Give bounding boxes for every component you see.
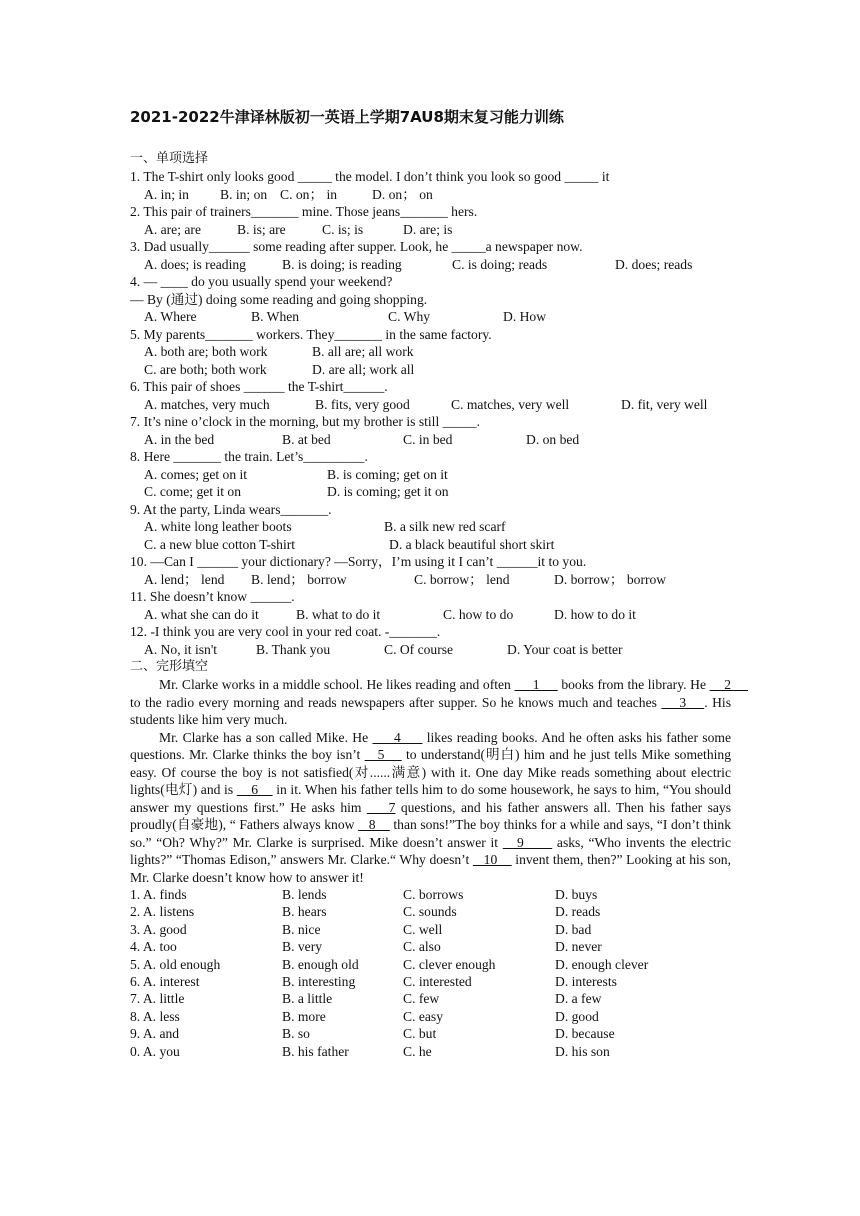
question-stem: 11. She doesn’t know ______. <box>130 589 295 604</box>
cloze-choice-option: B. his father <box>282 1043 349 1059</box>
answer-options-row <box>130 571 731 589</box>
answer-options-row <box>130 221 731 239</box>
passage-text: asks, “Who invents the electric lights?” “Thomas Edison,” answers Mr. Clarke.“ Why doesn’t <box>130 834 735 867</box>
answer-option: A. what she can do it <box>144 606 259 622</box>
answer-options-row <box>130 606 731 624</box>
answer-option: A. comes; get on it <box>144 466 248 482</box>
answer-option: D. does; reads <box>615 256 693 272</box>
answer-option: C. in bed <box>403 431 453 447</box>
answer-options-row <box>130 361 731 379</box>
answer-options-row <box>130 518 731 536</box>
passage-text: invent them, then?” Looking at his son, Mr. Clarke doesn’t know how to answer it! <box>130 852 735 885</box>
answer-option: D. borrow； borrow <box>554 571 667 587</box>
answer-options-row <box>130 256 731 274</box>
answer-option: C. on； in <box>280 186 338 202</box>
cloze-choice-row <box>130 903 731 920</box>
answer-option: C. matches, very well <box>451 396 570 412</box>
answer-options-row <box>130 641 731 659</box>
cloze-choice-option: C. sounds <box>403 904 457 920</box>
cloze-blank: 2 <box>709 677 749 692</box>
answer-option: A. in the bed <box>144 431 215 447</box>
passage-text: Mr. Clarke works in a middle school. He likes reading and often <box>159 677 515 692</box>
cloze-choice-row <box>130 956 731 973</box>
cloze-choice-option: B. more <box>282 1008 326 1024</box>
cloze-choice-option: C. few <box>403 991 440 1007</box>
cloze-blank: 6 <box>236 782 273 797</box>
question-stem: 6. This pair of shoes ______ the T-shirt______. <box>130 379 388 394</box>
section-heading-cloze: 二、完形填空 <box>130 659 209 674</box>
cloze-choice-option: B. enough old <box>282 956 359 972</box>
cloze-choice-option: C. but <box>403 1026 437 1042</box>
answer-options-row <box>130 536 731 554</box>
cloze-choice-option: 4. A. too <box>130 939 177 955</box>
multiple-choice-list <box>130 168 731 658</box>
answer-options-row <box>130 431 731 449</box>
cloze-choice-option: B. very <box>282 939 323 955</box>
answer-option: A. No, it isn't <box>144 641 218 657</box>
answer-option: C. Why <box>388 309 431 324</box>
answer-option: D. how to do it <box>554 606 636 622</box>
cloze-choice-row <box>130 886 731 903</box>
passage-text: likes reading books. And he often asks his father some questions. Mr. Clarke thinks the boy isn’t <box>130 729 735 762</box>
answer-option: A. in; in <box>144 186 189 202</box>
cloze-choice-option: D. interests <box>555 973 617 989</box>
answer-option: C. borrow； lend <box>414 571 510 587</box>
answer-option: A. does; is reading <box>144 256 246 272</box>
answer-option: D. on bed <box>526 431 580 447</box>
answer-option: C. come; get it on <box>144 484 242 499</box>
passage-text: than sons!”The boy thinks for a while and says, “I don’t think so.” “Oh? Why?” Mr. Clarke is surprised. Mike doesn’t answer it <box>130 817 735 850</box>
answer-options-row <box>130 308 731 326</box>
answer-option: B. is doing; is reading <box>282 256 402 272</box>
cloze-choice-option: B. nice <box>282 921 321 937</box>
cloze-blank: 4 <box>372 729 423 745</box>
cloze-choice-option: B. lends <box>282 887 327 902</box>
cloze-choice-option: C. borrows <box>403 887 464 902</box>
cloze-choice-row <box>130 973 731 990</box>
cloze-choice-option: 1. A. finds <box>130 887 187 902</box>
cloze-blank: 10 <box>472 852 512 867</box>
passage-text: books from the library. He <box>557 677 710 692</box>
cloze-choice-option: C. he <box>403 1043 432 1059</box>
cloze-choice-option: 9. A. and <box>130 1026 180 1042</box>
cloze-blank: 5 <box>364 747 402 762</box>
cloze-choice-row <box>130 1025 731 1042</box>
answer-option: C. are both; both work <box>144 361 267 377</box>
cloze-choice-option: 3. A. good <box>130 921 187 937</box>
cloze-choice-option: D. a few <box>555 991 602 1007</box>
cloze-blank: 8 <box>358 817 390 832</box>
question-stem-line: — By (通过) doing some reading and going shopping. <box>130 291 428 307</box>
answer-option: D. on； on <box>372 186 433 202</box>
answer-option: D. fit, very well <box>621 396 708 412</box>
answer-option: C. how to do <box>443 606 514 622</box>
passage-text: to understand(明白) him and he just tells Mike something easy. Of course the boy is not satisfied(对......满意) with it. One day Mike reads something about electric lights(电灯) and is <box>130 747 735 797</box>
cloze-choice-row <box>130 990 731 1007</box>
answer-option: B. all are; all work <box>312 344 414 359</box>
cloze-choice-option: D. bad <box>555 921 592 937</box>
cloze-passage <box>130 676 752 886</box>
answer-option: A. lend； lend <box>144 571 225 587</box>
answer-option: B. what to do it <box>296 606 381 622</box>
answer-option: C. Of course <box>384 641 454 657</box>
cloze-choice-row <box>130 1008 731 1025</box>
question-stem: 7. It’s nine o’clock in the morning, but my brother is still _____. <box>130 414 480 429</box>
answer-option: B. fits, very good <box>315 396 410 412</box>
cloze-choice-option: B. so <box>282 1026 310 1042</box>
answer-option: B. in; on <box>220 186 268 202</box>
cloze-choice-option: B. a little <box>282 991 333 1007</box>
cloze-choice-row <box>130 1043 731 1060</box>
answer-options-row <box>130 186 731 204</box>
question-stem: 1. The T-shirt only looks good _____ the model. I don’t think you look so good _____ it <box>130 169 610 184</box>
cloze-choice-option: 8. A. less <box>130 1008 180 1024</box>
cloze-blank: 1 <box>514 677 558 692</box>
answer-option: D. are; is <box>403 221 453 237</box>
cloze-choice-option: B. interesting <box>282 973 356 989</box>
answer-option: B. When <box>251 309 300 324</box>
answer-option: B. is coming; get on it <box>327 466 448 482</box>
answer-option: C. a new blue cotton T-shirt <box>144 536 296 552</box>
document-title: 2021-2022牛津译林版初一英语上学期7AU8期末复习能力训练 <box>130 108 564 126</box>
cloze-choice-option: C. interested <box>403 973 472 989</box>
question-stem: 3. Dad usually______ some reading after supper. Look, he _____a newspaper now. <box>130 239 583 254</box>
answer-option: D. Your coat is better <box>507 641 623 657</box>
cloze-choice-option: D. never <box>555 939 602 955</box>
answer-option: A. both are; both work <box>144 344 268 359</box>
answer-option: C. is doing; reads <box>452 256 548 272</box>
cloze-choice-option: C. well <box>403 921 443 937</box>
cloze-choice-option: 5. A. old enough <box>130 956 221 972</box>
answer-option: C. is; is <box>322 221 364 237</box>
answer-option: B. at bed <box>282 431 331 447</box>
cloze-choice-option: D. his son <box>555 1043 610 1059</box>
cloze-choice-option: C. also <box>403 939 441 955</box>
cloze-choice-option: C. easy <box>403 1008 444 1024</box>
passage-text: . His students like him very much. <box>130 694 735 727</box>
document-content <box>130 150 752 1060</box>
answer-option: B. lend； borrow <box>251 571 347 587</box>
cloze-choice-option: D. good <box>555 1008 599 1024</box>
cloze-choice-option: 2. A. listens <box>130 904 195 920</box>
question-stem: 8. Here _______ the train. Let’s_________. <box>130 449 368 464</box>
passage-text: questions, and his father answers all. Then his father says proudly(自豪地), “ Fathers always know <box>130 799 735 832</box>
answer-option: B. is; are <box>237 221 286 237</box>
cloze-choice-row <box>130 938 731 955</box>
answer-options-row <box>130 466 731 484</box>
cloze-choice-option: C. clever enough <box>403 956 496 972</box>
passage-paragraph <box>130 729 735 887</box>
cloze-choice-option: B. hears <box>282 904 327 920</box>
section-heading-multiple-choice: 一、单项选择 <box>130 151 209 166</box>
answer-option: D. are all; work all <box>312 361 415 377</box>
answer-option: D. How <box>503 309 547 324</box>
cloze-choices-table <box>130 886 731 1060</box>
passage-paragraph <box>130 676 752 729</box>
cloze-choice-option: 7. A. little <box>130 991 185 1007</box>
passage-text: Mr. Clarke has a son called Mike. He <box>159 729 373 745</box>
cloze-choice-option: 0. A. you <box>130 1043 180 1059</box>
question-stem: 9. At the party, Linda wears_______. <box>130 501 332 517</box>
cloze-blank: 3 <box>661 694 705 710</box>
answer-option: D. is coming; get it on <box>327 484 449 499</box>
question-stem: 12. -I think you are very cool in your red coat. -_______. <box>130 624 441 639</box>
cloze-choice-option: 6. A. interest <box>130 973 200 989</box>
cloze-choice-option: D. enough clever <box>555 956 649 972</box>
answer-options-row <box>130 483 731 501</box>
cloze-blank: 9 <box>502 834 553 850</box>
cloze-blank: 7 <box>366 799 396 815</box>
question-stem: 2. This pair of trainers_______ mine. Those jeans_______ hers. <box>130 204 478 219</box>
answer-options-row <box>130 396 731 414</box>
passage-text: to the radio every morning and reads newspapers after supper. So he knows much and teaches <box>130 677 752 710</box>
answer-option: D. a black beautiful short skirt <box>389 536 555 552</box>
passage-text: in it. When his father tells him to do some housework, he says to him, “You should answer my questions first.” He asks him <box>130 782 735 815</box>
question-stem: 10. —Can I ______ your dictionary? —Sorry，I’m using it I can’t ______it to you. <box>130 554 587 569</box>
cloze-choice-option: D. reads <box>555 904 601 920</box>
cloze-choice-row <box>130 921 731 938</box>
answer-option: B. Thank you <box>256 641 331 657</box>
cloze-choice-option: D. because <box>555 1026 615 1042</box>
answer-option: A. are; are <box>144 221 201 237</box>
answer-option: A. matches, very much <box>144 396 270 412</box>
question-stem: 4. — ____ do you usually spend your weekend? <box>130 274 393 289</box>
answer-option: A. white long leather boots <box>144 519 292 534</box>
answer-options-row <box>130 343 731 361</box>
answer-option: B. a silk new red scarf <box>384 519 506 534</box>
question-stem: 5. My parents_______ workers. They_______ in the same factory. <box>130 326 492 342</box>
answer-option: A. Where <box>144 309 197 324</box>
cloze-choice-option: D. buys <box>555 887 598 902</box>
